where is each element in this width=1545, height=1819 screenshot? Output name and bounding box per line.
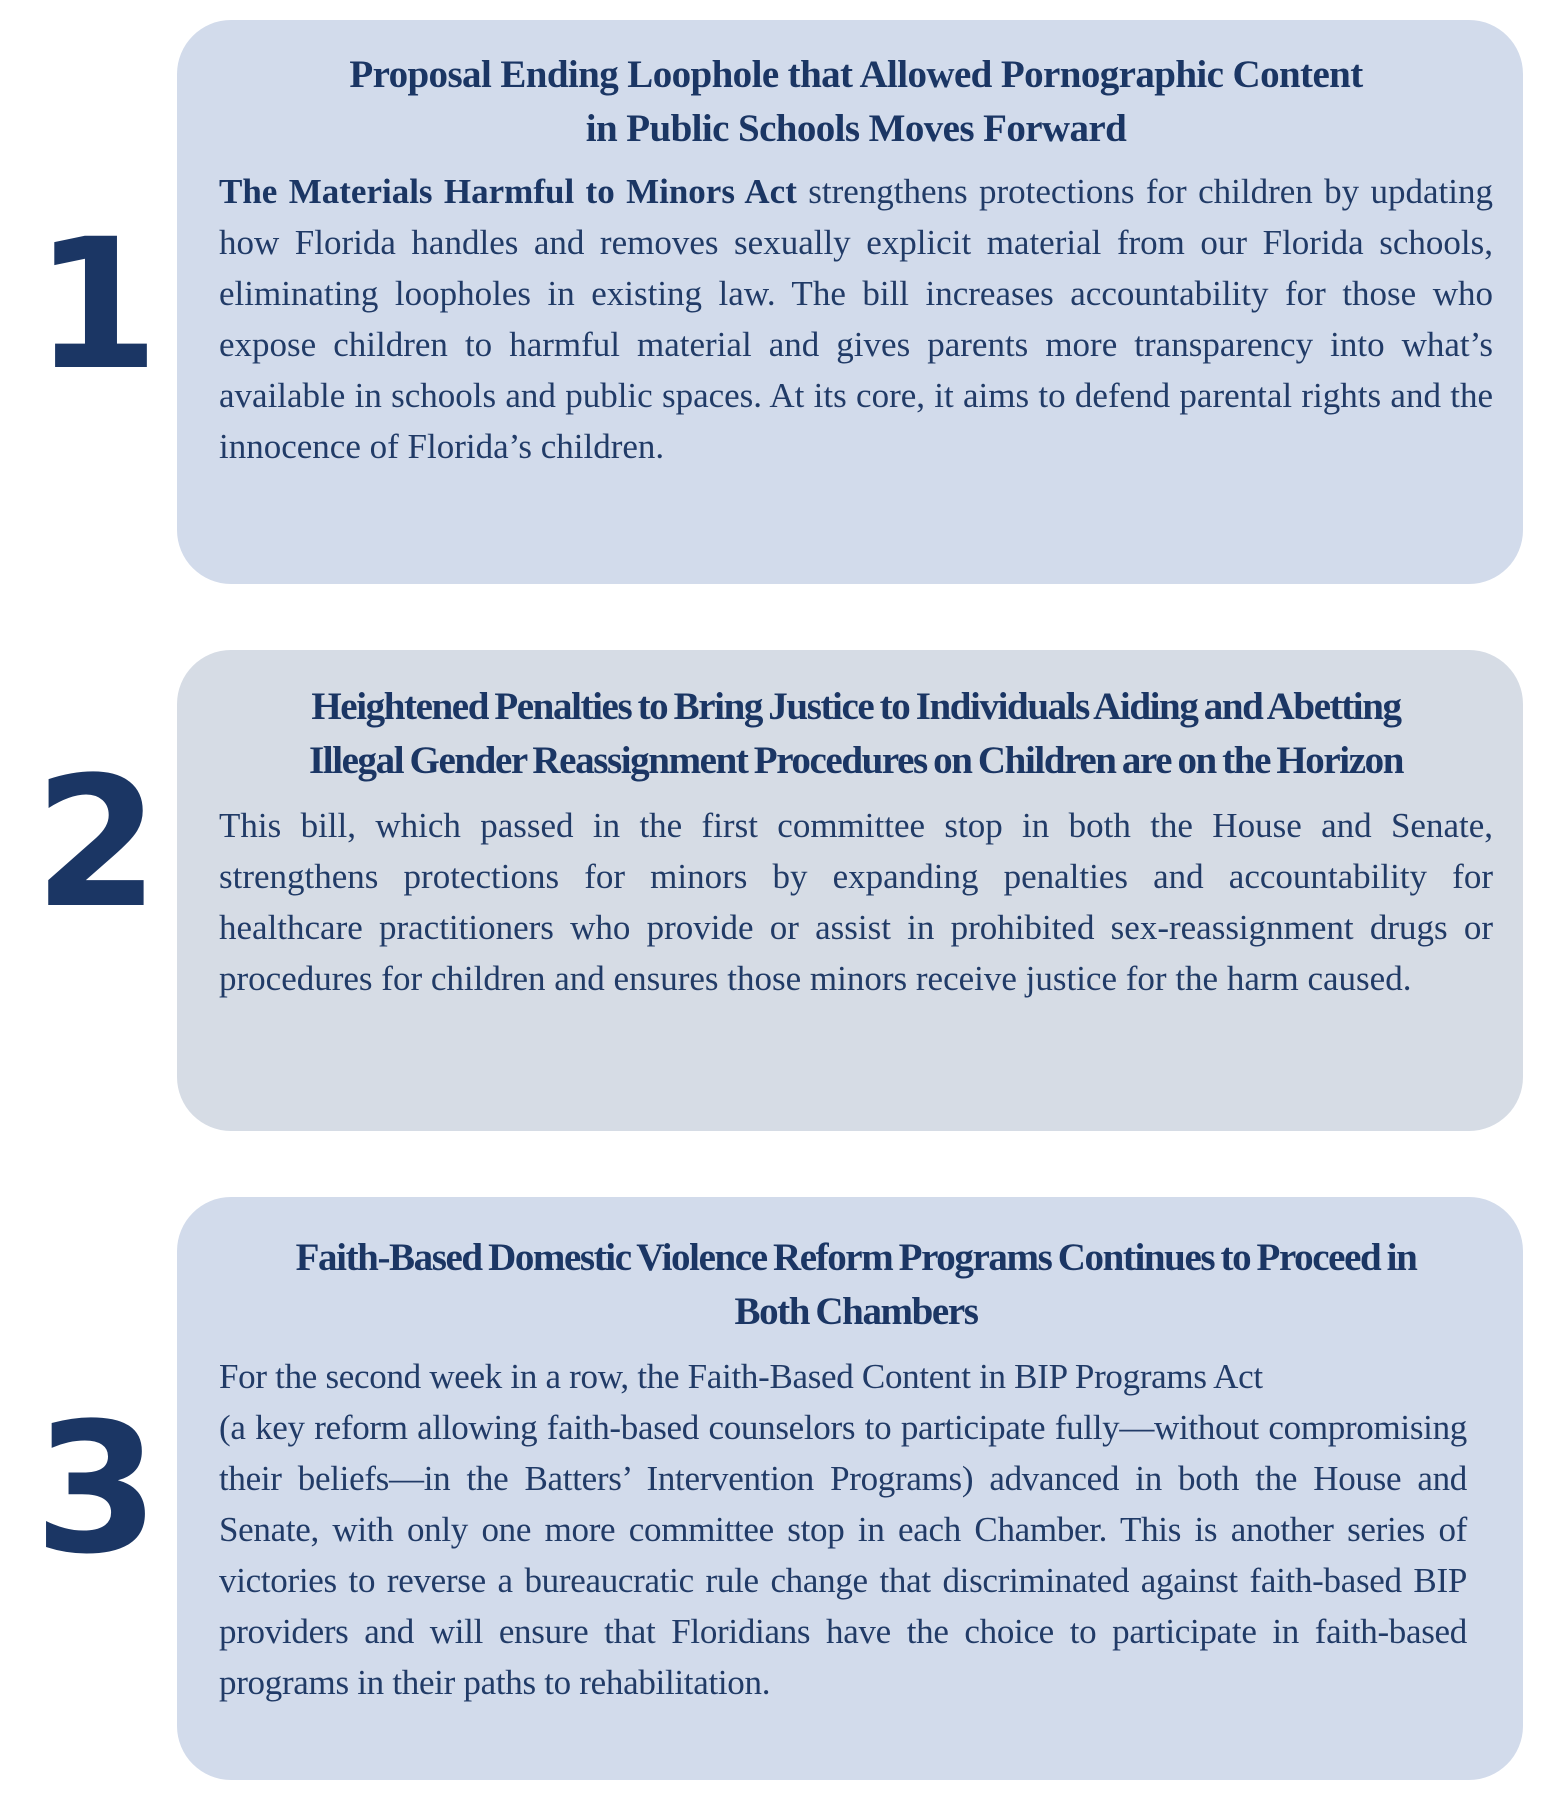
item-body: This bill, which passed in the first committee stop in both the House and Senate, strengthens protections for minors by expanding penalties and accountability for healthcare practitioners who provide or assist in prohibited sex-reassignment drugs or procedures for children and ensures those minors receive justice for the harm caused. bbox=[219, 806, 1493, 998]
item-title: Heightened Penalties to Bring Justice to Individuals Aiding and Abetting Illegal Gender Reassignment Procedures on Children are on the Horizon bbox=[308, 685, 1404, 782]
item-body-text: strengthens protections for children by updating how Florida handles and removes sexually explicit material from our Florida schools, eliminating loopholes in existing law. The bill increases accountability for those who expose children to harmful material and gives parents more transparency into what’s available in schools and public spaces. At its core, it aims to defend parental rights and the innocence of Florida’s children. bbox=[219, 172, 1493, 466]
item-body-text: (a key reform allowing faith-based counselors to participate fully—without compromising their beliefs—in the Batters’ Intervention Programs) advanced in both the House and Senate, with only one more committee stop in each Chamber. This is another series of victories to reverse a bureaucratic rule change that discriminated against faith-based BIP providers and will ensure that Floridians have the choice to participate in faith-based programs in their paths to rehabilitation. bbox=[219, 1408, 1467, 1702]
item-card bbox=[177, 650, 1523, 1131]
item-body bbox=[219, 1351, 1467, 1708]
item-number: 3 bbox=[34, 1385, 156, 1594]
item-body bbox=[219, 166, 1493, 472]
item-card bbox=[177, 20, 1523, 584]
item-body-first-line: For the second week in a row, the Faith-Based Content in BIP Programs Act bbox=[219, 1357, 1263, 1396]
item-title: Proposal Ending Loophole that Allowed Pornographic Content in Public Schools Moves Forward bbox=[349, 53, 1363, 150]
item-number: 2 bbox=[34, 739, 156, 948]
act-name: The Materials Harmful to Minors Act bbox=[219, 172, 797, 211]
item-card bbox=[177, 1197, 1523, 1780]
item-title: Faith-Based Domestic Violence Reform Programs Continues to Proceed in Both Chambers bbox=[295, 1236, 1417, 1333]
item-number: 1 bbox=[34, 201, 156, 410]
